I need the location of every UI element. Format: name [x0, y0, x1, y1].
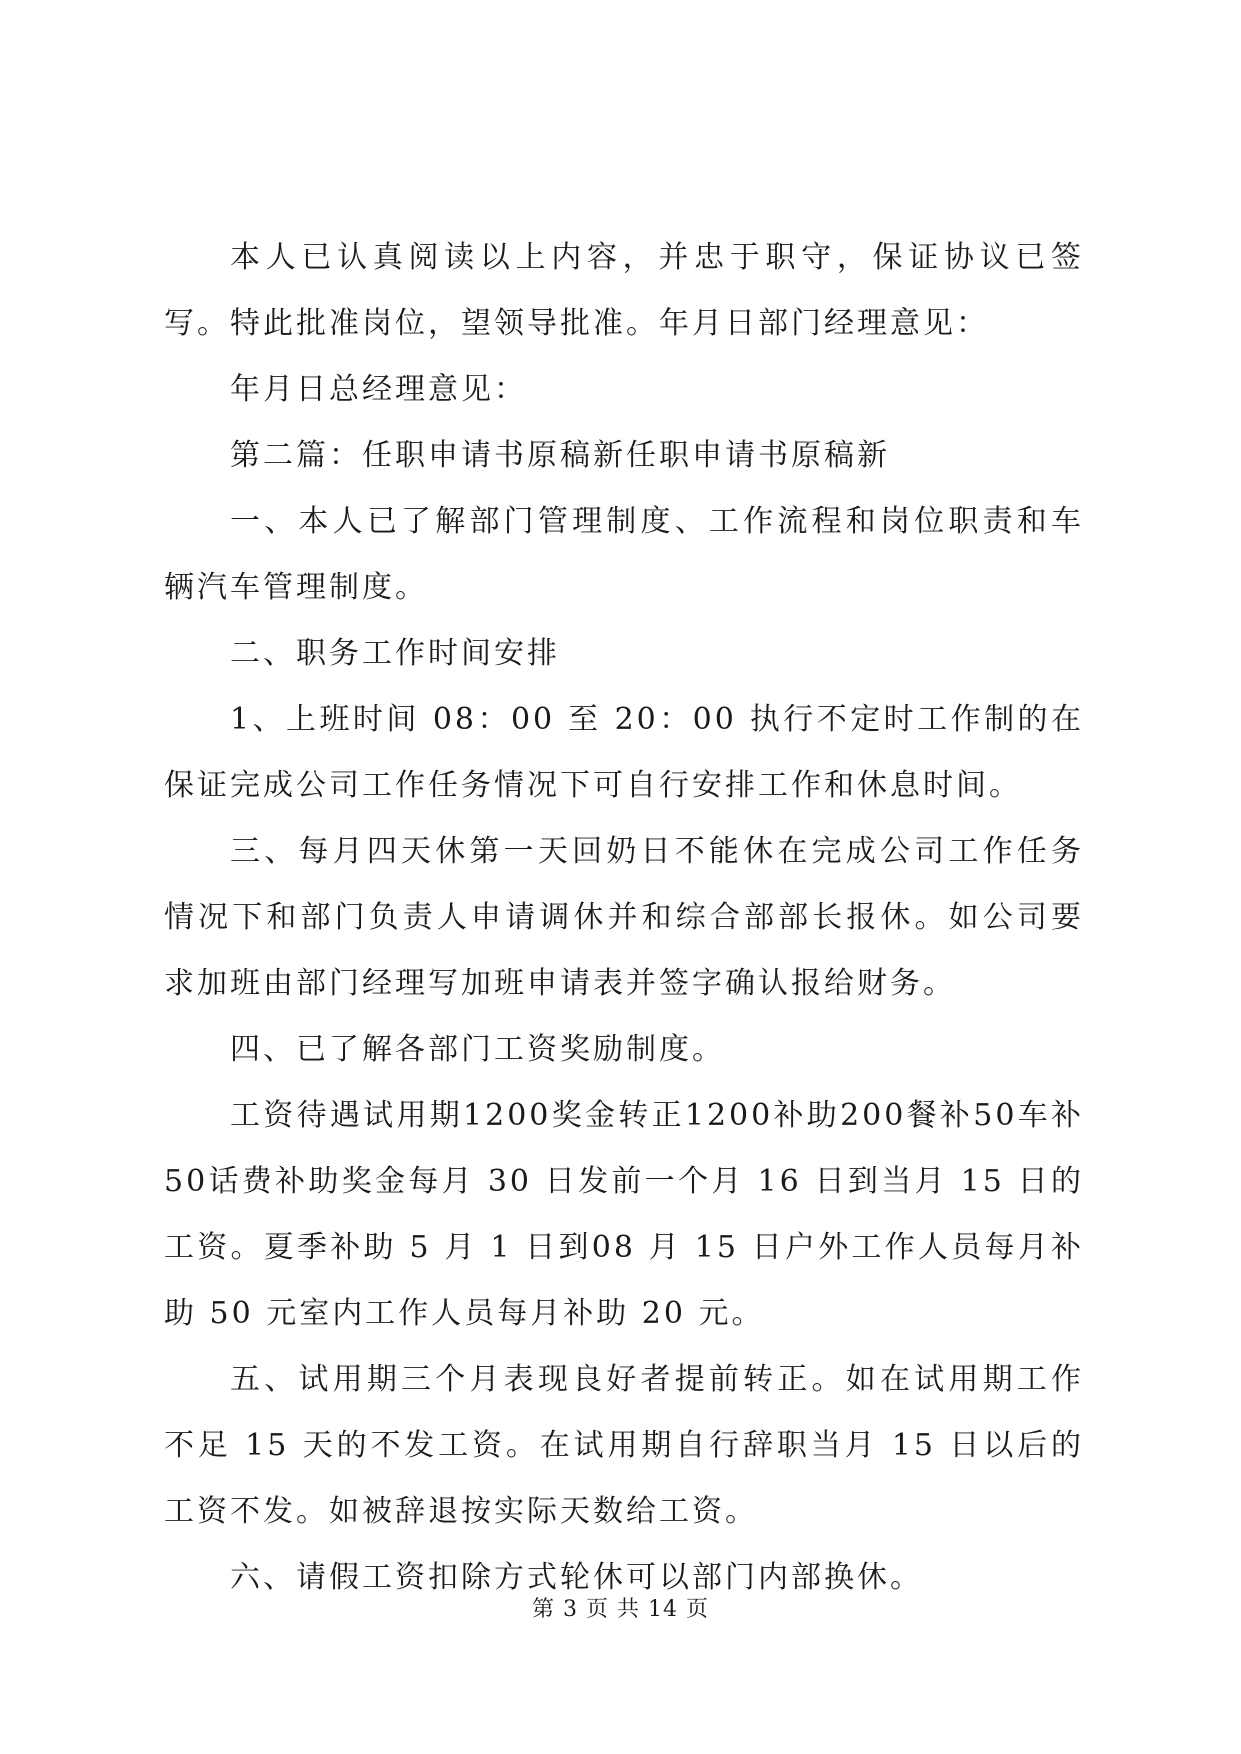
paragraph: 二、职务工作时间安排 — [230, 636, 560, 671]
paragraph: 六、请假工资扣除方式轮休可以部门内部换休。 — [230, 1560, 923, 1595]
document-body — [164, 225, 1084, 1611]
paragraph: 三、每月四天休第一天回奶日不能休在完成公司工作任务情况下和部门负责人申请调休并和综合部部长报休。如公司要求加班由部门经理写加班申请表并签字确认报给财务。 — [164, 834, 1084, 1001]
paragraph: 工资待遇试用期1200奖金转正1200补助200餐补50车补50话费补助奖金每月 30 日发前一个月 16 日到当月 15 日的工资。夏季补助 5 月 1 日到08 月 15 日户外工作人员每月补助 50 元室内工作人员每月补助 20 元。 — [164, 1098, 1084, 1331]
page-number-footer: 第 3 页 共 14 页 — [532, 1597, 709, 1622]
paragraph: 四、已了解各部门工资奖励制度。 — [230, 1032, 725, 1067]
paragraph: 1、上班时间 08：00 至 20：00 执行不定时工作制的在保证完成公司工作任务情况下可自行安排工作和休息时间。 — [164, 702, 1084, 803]
paragraph: 五、试用期三个月表现良好者提前转正。如在试用期工作不足 15 天的不发工资。在试用期自行辞职当月 15 日以后的工资不发。如被辞退按实际天数给工资。 — [164, 1362, 1084, 1529]
paragraph: 年月日总经理意见： — [230, 372, 527, 407]
paragraph: 本人已认真阅读以上内容，并忠于职守，保证协议已签写。特此批准岗位，望领导批准。年月日部门经理意见： — [164, 240, 1084, 341]
section-heading: 第二篇：任职申请书原稿新任职申请书原稿新 — [230, 438, 890, 473]
paragraph: 一、本人已了解部门管理制度、工作流程和岗位职责和车辆汽车管理制度。 — [164, 504, 1084, 605]
